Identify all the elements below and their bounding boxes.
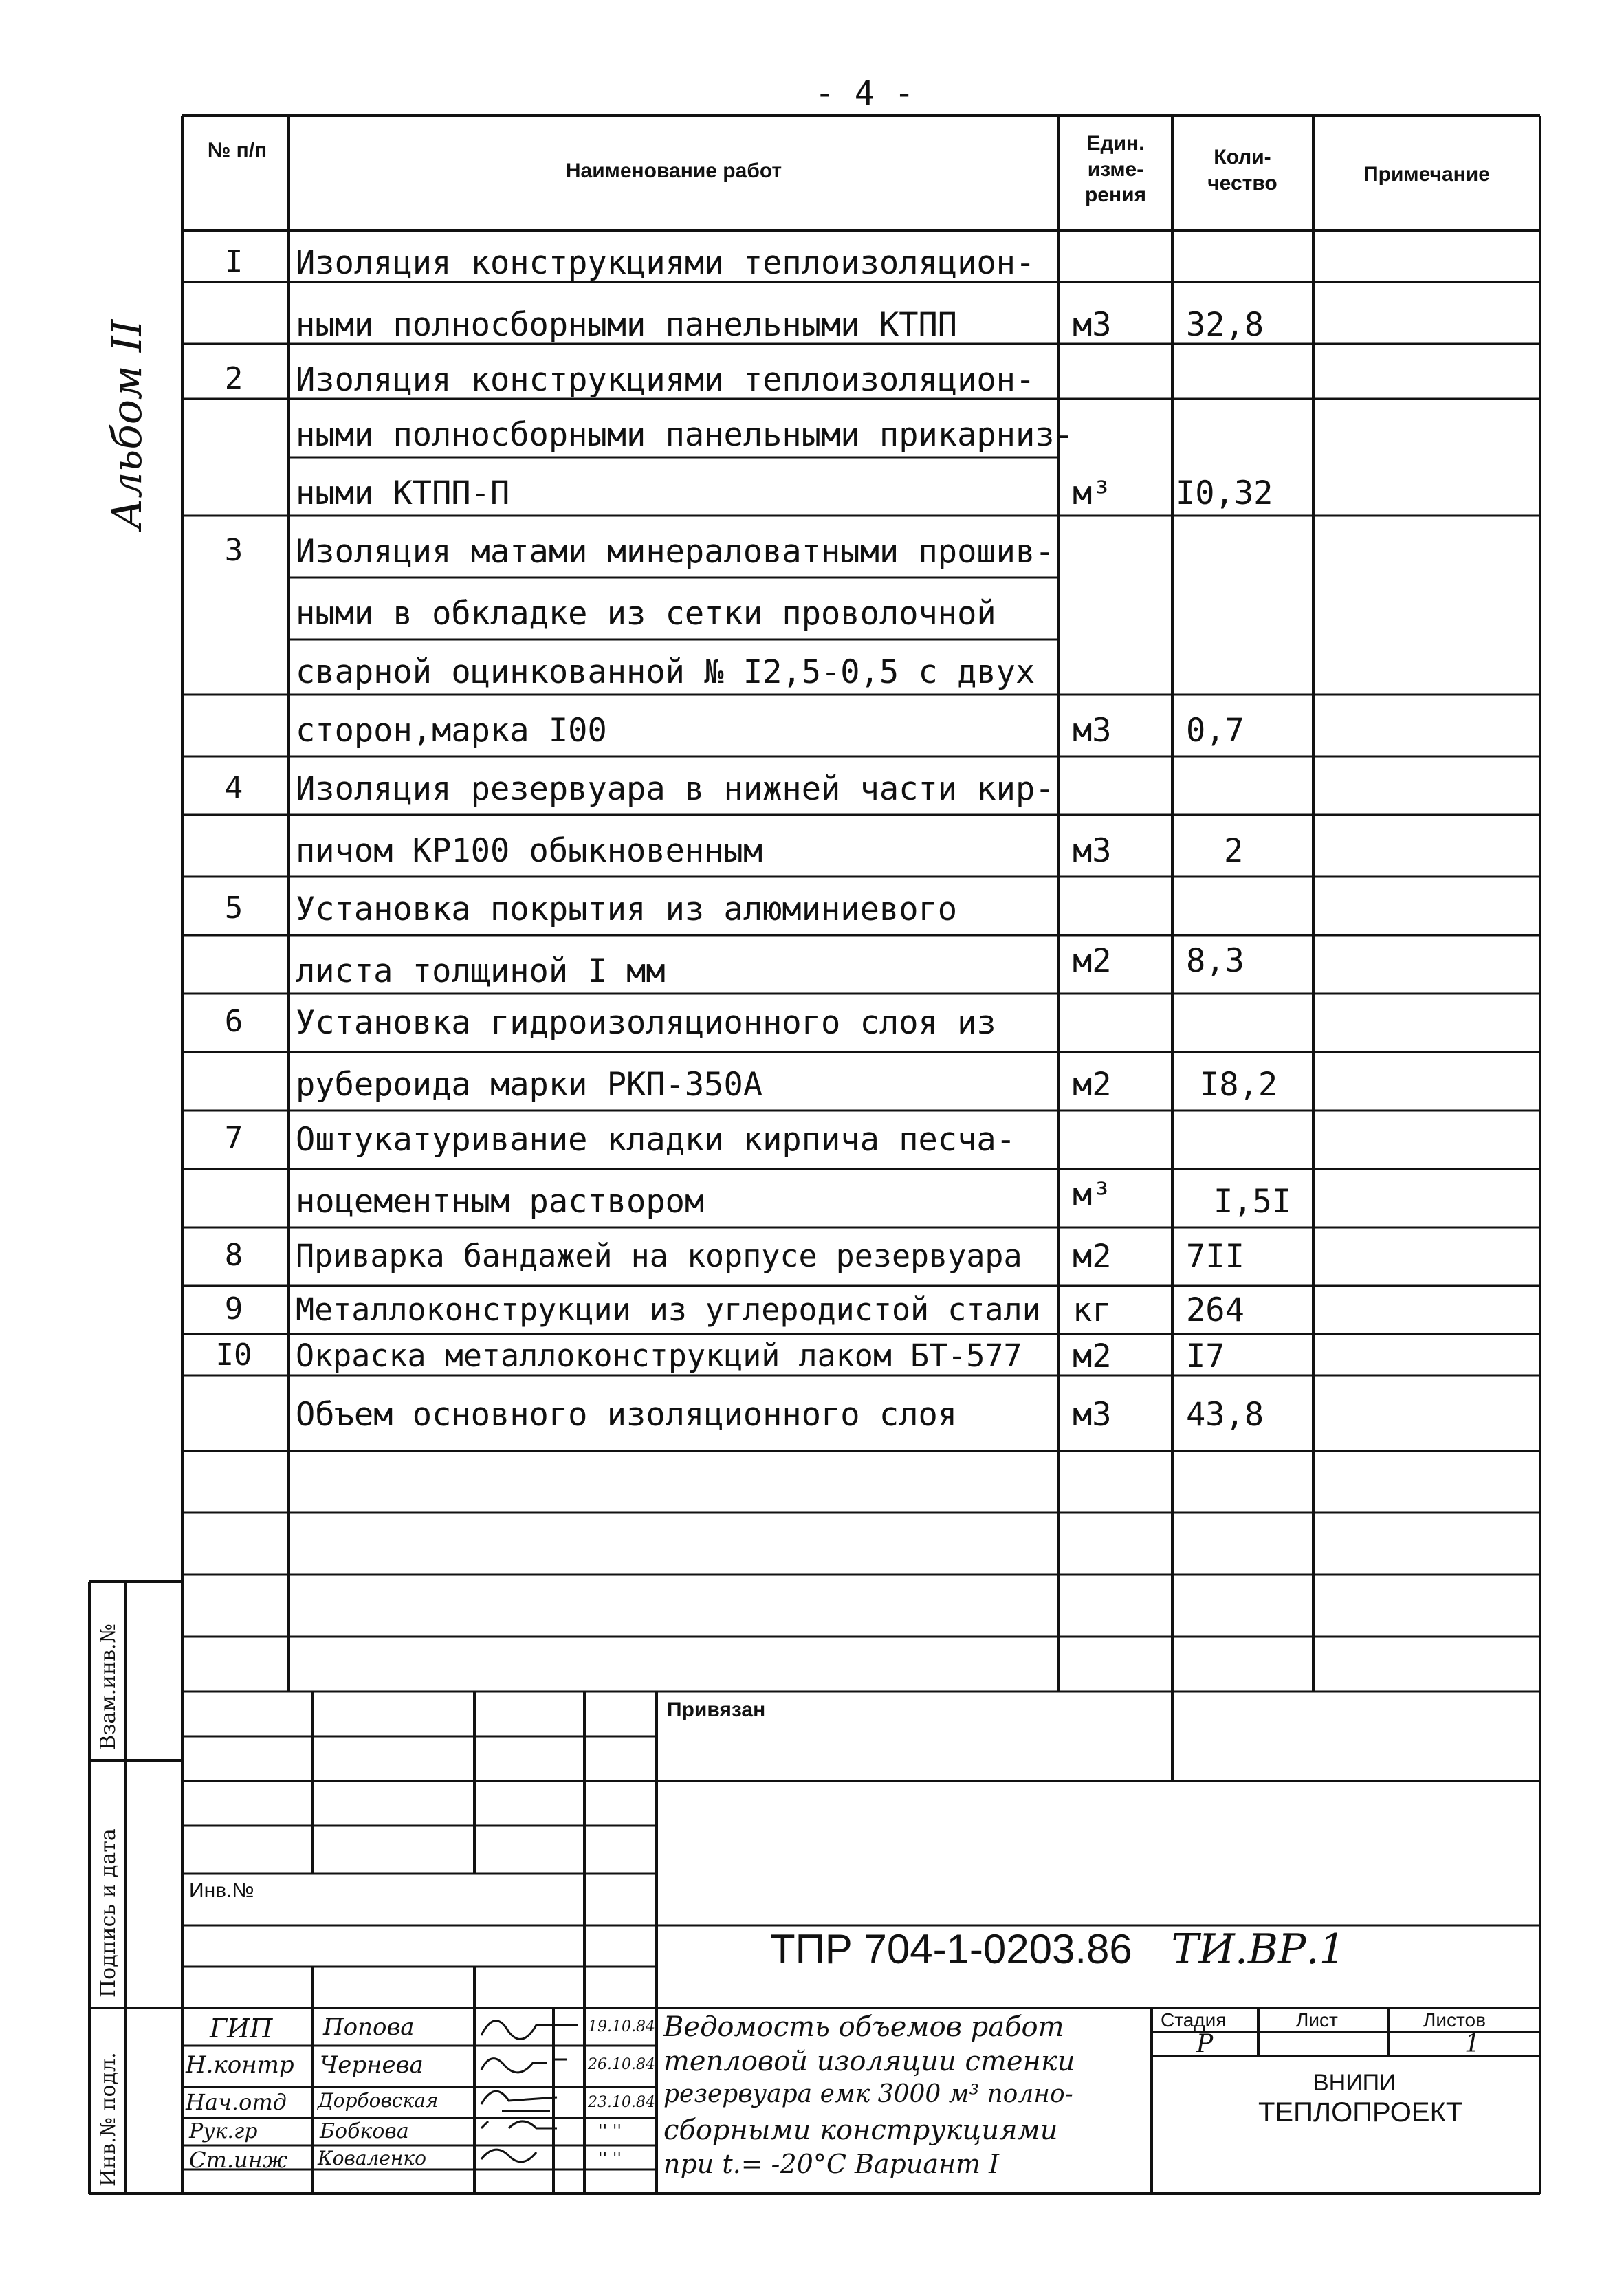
organization-line-1: ВНИПИ [1313,2070,1396,2096]
doc-title-line: Ведомость объемов работ [663,2011,1064,2043]
row-text: ными полносборными панельными прикарниз- [296,416,1074,454]
signature-1 [481,2021,578,2040]
doc-title-line: сборными конструкциями [663,2114,1058,2146]
row-no: 2 [224,361,243,396]
document-code-suffix: ТИ.ВР.1 [1171,1925,1346,1974]
name: Коваленко [318,2147,426,2169]
row-text: сварной оцинкованной № I2,5-0,5 с двух [296,653,1035,691]
row-text: сторон,марка I00 [296,712,607,750]
date: '' '' [598,2121,622,2141]
row-qty: 7II [1186,1238,1244,1276]
total-unit: м3 [1073,1396,1112,1434]
row-qty: 32,8 [1186,306,1264,344]
row-no: 9 [224,1291,243,1326]
header-name: Наименование работ [565,160,782,182]
row-text: Изоляция конструкциями теплоизоляцион- [296,361,1035,399]
row-text: Изоляция матами минераловатными прошив- [296,533,1055,571]
row-unit: м³ [1073,474,1112,512]
sheets-label: Листов [1423,2009,1486,2031]
row-unit: м³ [1073,1176,1112,1214]
role: Н.контр [186,2051,294,2079]
date: 26.10.84 [588,2056,655,2073]
total-qty: 43,8 [1186,1396,1264,1434]
row-qty: I8,2 [1200,1066,1278,1104]
name: Попова [323,2013,415,2041]
row-unit: м3 [1073,832,1112,870]
album-label: Альбом II [103,319,151,529]
row-unit: м2 [1073,1238,1112,1276]
row-qty: I0,32 [1176,474,1273,512]
side-label-signature-date: Подпись и дата [96,1828,120,1998]
row-no: 6 [224,1004,243,1039]
row-text: Приварка бандажей на корпусе резервуара [296,1238,1022,1274]
row-unit: м2 [1073,1066,1112,1104]
row-qty: I7 [1186,1337,1225,1375]
row-text: Установка покрытия из алюминиевого [296,890,958,928]
organization-line-2: ТЕПЛОПРОЕКТ [1258,2097,1463,2128]
row-no: I0 [215,1337,252,1373]
row-no: 4 [224,770,243,805]
row-qty: 2 [1224,832,1244,870]
role: ГИП [210,2013,273,2044]
signature-5 [481,2150,536,2162]
name: Дорбовская [318,2089,439,2112]
row-text: Изоляция резервуара в нижней части кир- [296,770,1055,808]
stage-value: Р [1196,2030,1214,2058]
role: Рук.гр [189,2119,258,2143]
name: Бобкова [320,2119,409,2143]
side-label-vzam-inv: Взам.инв.№ [96,1623,120,1750]
row-no: 8 [224,1238,243,1273]
date: '' '' [598,2149,622,2168]
row-text: пичом КР100 обыкновенным [296,832,763,870]
inv-no-label: Инв.№ [189,1879,254,1902]
doc-title-line: резервуара емк 3000 м³ полно- [663,2080,1073,2108]
row-text: ными КТПП-П [296,474,510,512]
row-qty: I,5I [1214,1183,1292,1221]
signature-4 [481,2121,557,2128]
row-no: 3 [224,533,243,568]
row-no: 7 [224,1121,243,1156]
total-label: Объем основного изоляционного слоя [296,1396,958,1434]
row-unit: м2 [1073,942,1112,980]
header-qty: Коли- чество [1207,146,1277,195]
date: 19.10.84 [588,2018,655,2035]
doc-title-line: тепловой изоляции стенки [663,2046,1075,2077]
stage-label: Стадия [1161,2009,1227,2031]
row-unit: м2 [1073,1337,1112,1375]
doc-title-line: при t.= -20°С Вариант I [663,2149,1000,2179]
side-label-inv-podl: Инв.№ подл. [96,2052,120,2187]
row-unit: м3 [1073,712,1112,750]
row-no: I [224,244,243,279]
row-text: Оштукатуривание кладки кирпича песча- [296,1121,1016,1159]
row-text: Металлоконструкции из углеродистой стали [296,1291,1041,1328]
row-qty: 8,3 [1186,942,1244,980]
row-unit: м3 [1073,306,1112,344]
row-qty: 0,7 [1186,712,1244,750]
row-text: листа толщиной I мм [296,952,666,990]
row-text: Установка гидроизоляционного слоя из [296,1004,996,1042]
document-code-main: ТПР 704-1-0203.86 [770,1926,1132,1972]
row-text: Изоляция конструкциями теплоизоляцион- [296,244,1035,282]
signature-3 [481,2091,557,2111]
row-unit: кг [1073,1291,1112,1329]
row-qty: 264 [1186,1291,1244,1329]
sheets-value: 1 [1464,2030,1480,2058]
row-text: ными в обкладке из сетки проволочной [296,595,996,633]
privyazan-label: Привязан [667,1698,766,1721]
row-text: Окраска металлоконструкций лаком БТ-577 [296,1337,1022,1374]
header-unit: Един. изме- рения [1084,132,1147,206]
role: Нач.отд [186,2089,287,2115]
row-text: ными полносборными панельными КТПП [296,306,958,344]
header-note: Примечание [1363,163,1490,186]
sheet-label: Лист [1296,2009,1338,2031]
row-no: 5 [224,890,243,926]
name: Чернева [320,2051,424,2079]
row-text: рубероида марки РКП-350А [296,1066,763,1104]
role: Ст.инж [189,2147,288,2173]
signature-2 [481,2059,567,2073]
date: 23.10.84 [588,2094,655,2111]
row-text: ноцементным раствором [296,1183,705,1221]
page-number: - 4 - [815,74,914,113]
header-no: № п/п [207,139,267,162]
